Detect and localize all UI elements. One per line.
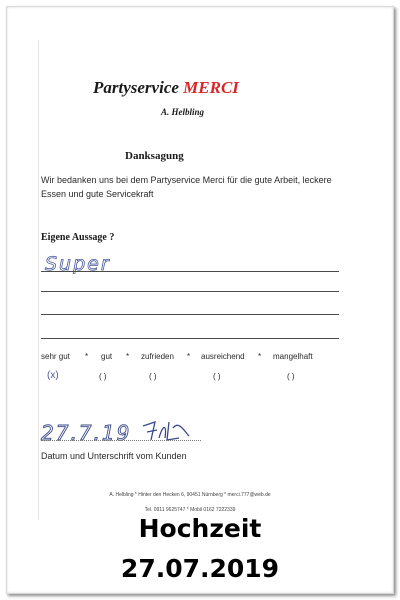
question-label: Eigene Aussage ? [41,232,115,243]
caption-date: 27.07.2019 [120,554,280,583]
answer-line-4 [41,338,339,339]
rating-checkbox-sehr-gut[interactable]: (x) [47,370,59,381]
form-heading: Danksagung [125,150,184,162]
customer-signature [39,412,204,448]
rating-checkbox-zufrieden[interactable]: ( ) [149,372,157,381]
answer-line-2 [41,291,339,292]
rating-scale-labels [41,352,341,366]
rating-separator: * [126,352,130,361]
rating-separator: * [85,352,89,361]
rating-label: gut [101,352,113,361]
rating-checkboxes [41,372,341,386]
answer-line-1 [41,271,339,272]
owner-name: A. Helbling [161,107,205,117]
answer-line-3 [41,314,339,315]
rating-separator: * [258,352,262,361]
rating-label: ausreichend [201,352,245,361]
rating-label: sehr gut [41,352,70,361]
rating-label: zufrieden [141,352,174,361]
thank-you-form [38,40,341,520]
company-name [93,78,293,98]
signature-scribble [143,422,189,440]
handwritten-answer-text: Super [45,253,111,274]
rating-checkbox-mangelhaft[interactable]: ( ) [287,372,295,381]
signature-label: Datum und Unterschrift vom Kunden [41,451,187,461]
signature-date: 27.7.19 [41,421,132,445]
rating-separator: * [187,352,191,361]
rating-label: mangelhaft [273,352,313,361]
footer-phone: Tel. 0911 9625747 * Mobil 0162 7222339 [144,507,236,513]
company-name-prefix: Partyservice [93,78,184,97]
rating-checkbox-ausreichend[interactable]: ( ) [213,372,221,381]
intro-text: Wir bedanken uns bei dem Partyservice Merci für die gute Arbeit, leckere Essen und gute Servicekraft [41,175,332,199]
signature-line [41,440,201,441]
rating-checkbox-gut[interactable]: ( ) [99,372,107,381]
footer-address: A. Helbling * Hinter den Hecken 6, 90451 Nürnberg * merci.777@web.de [109,492,271,498]
company-name-accent: MERCI [183,78,239,97]
caption-event: Hochzeit [138,514,262,543]
